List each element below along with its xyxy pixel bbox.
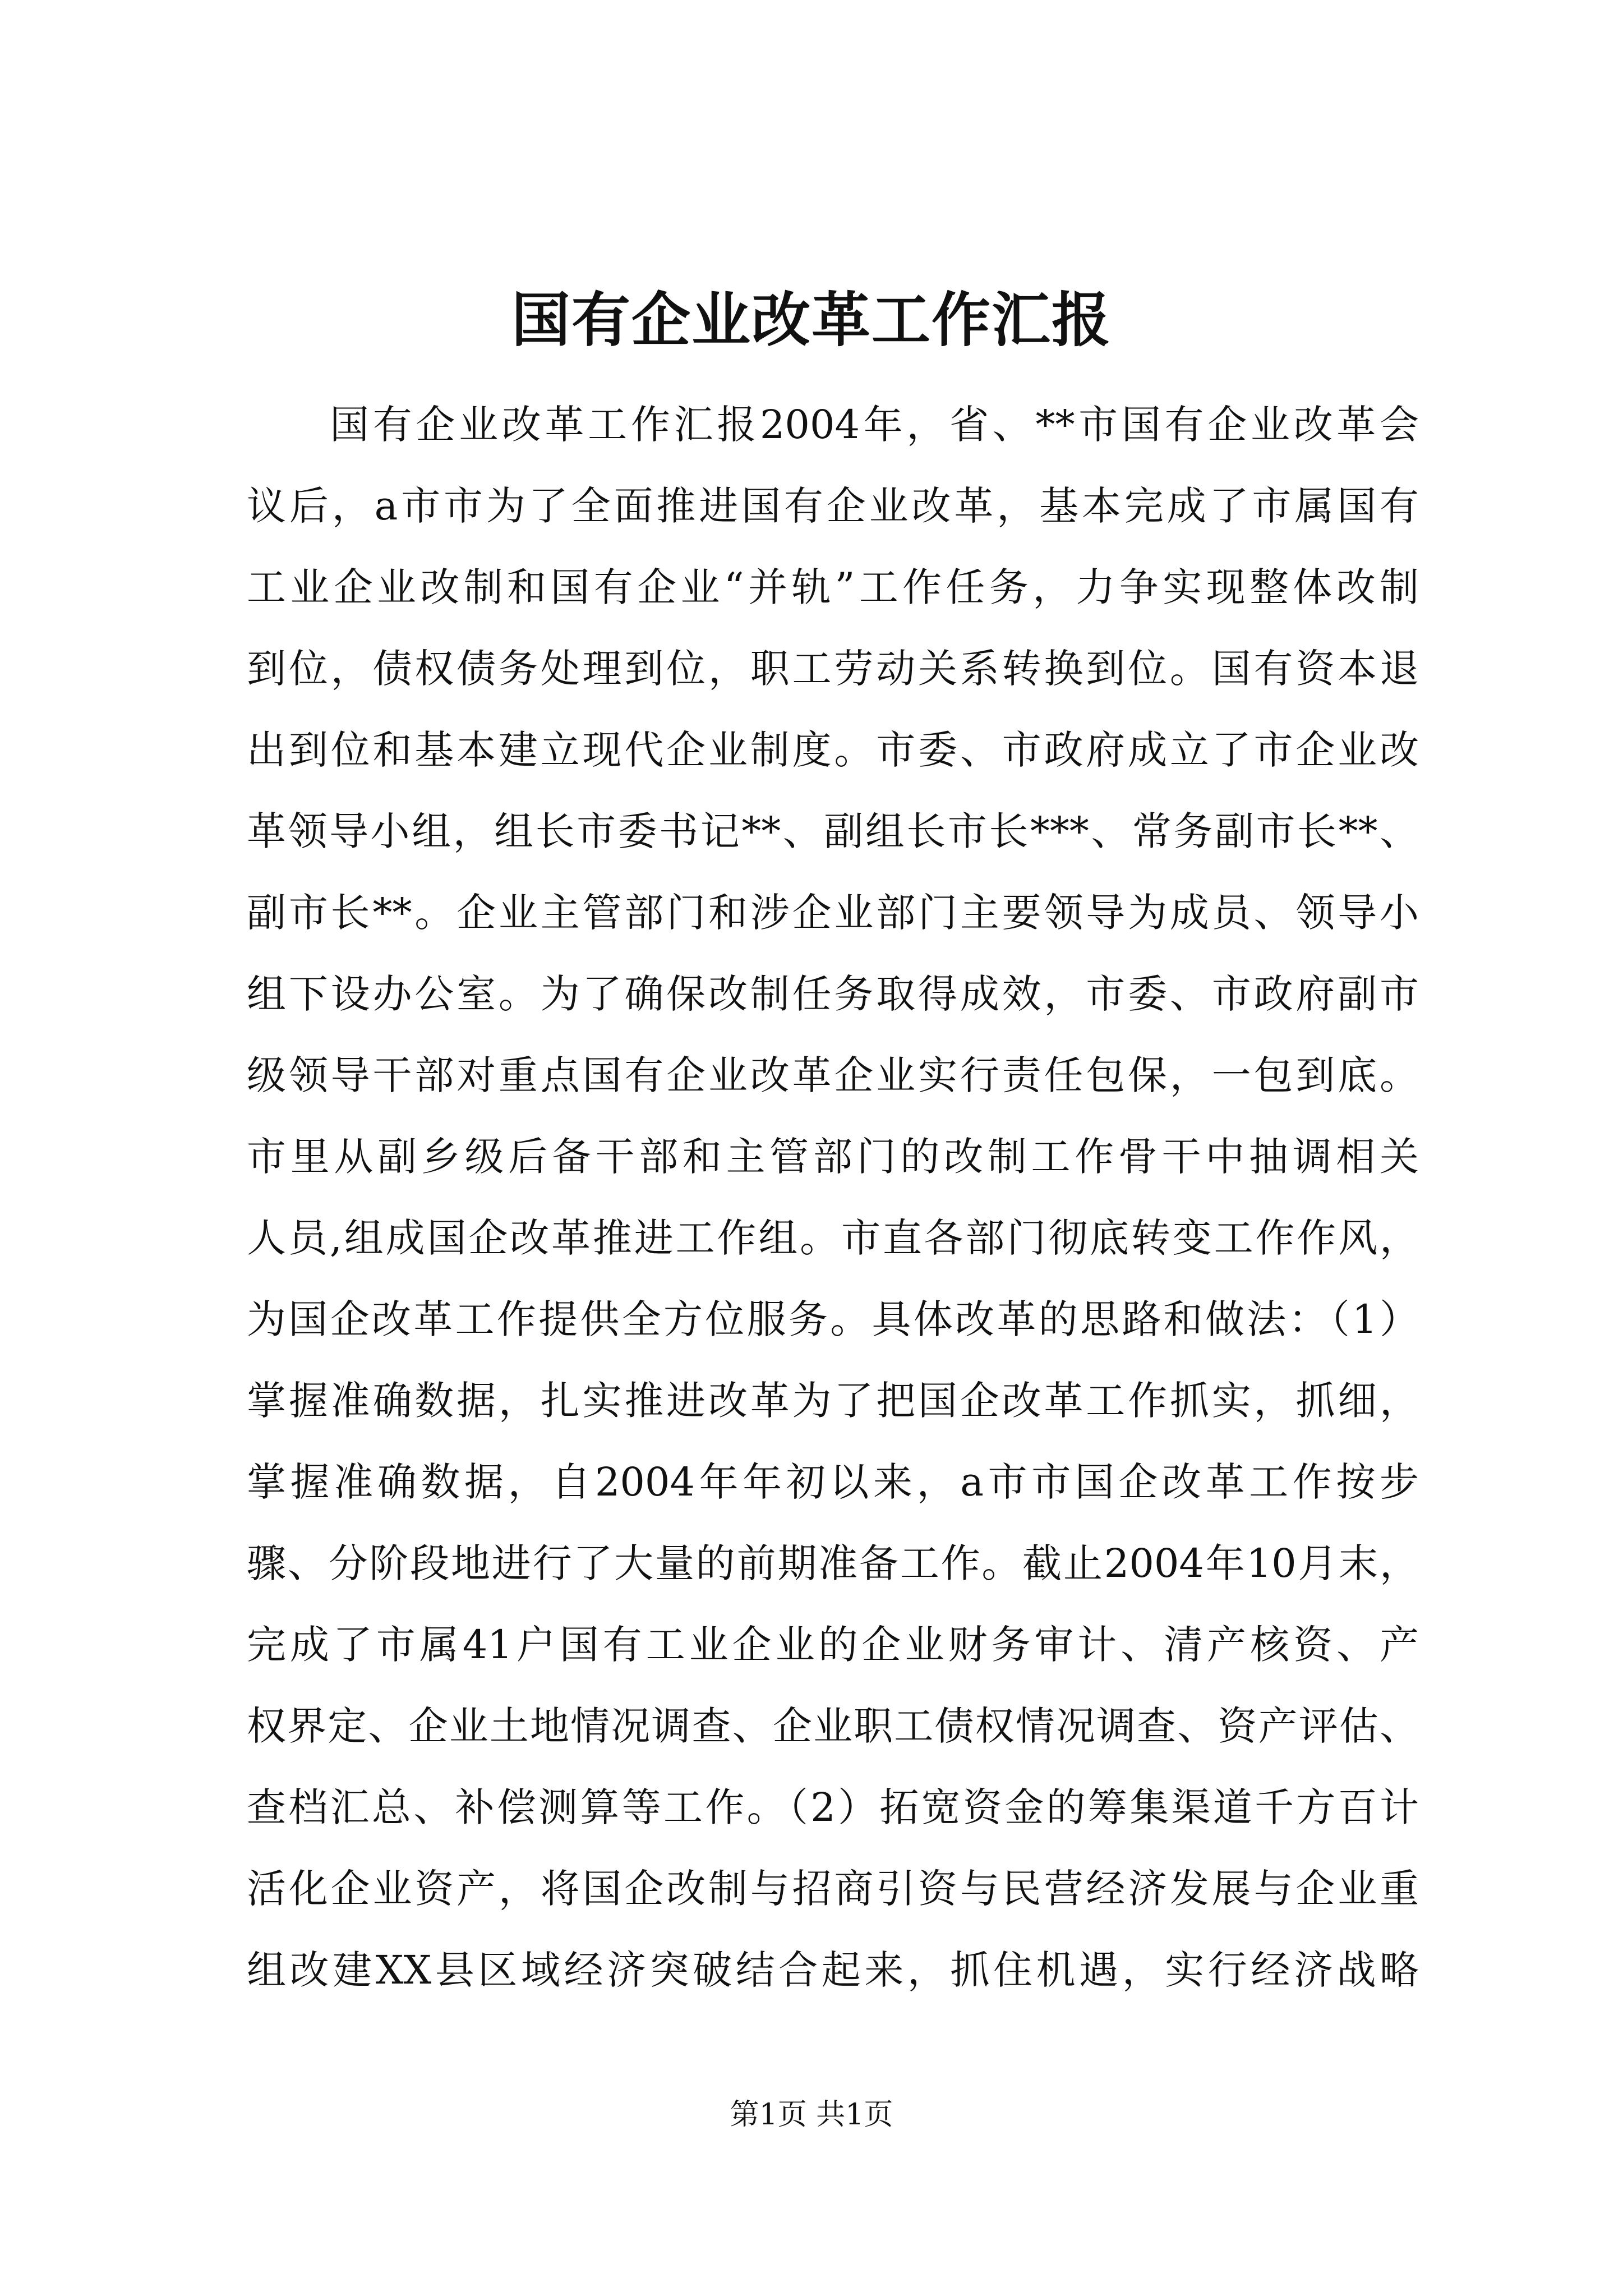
body-line: 骤、分阶段地进行了大量的前期准备工作。截止2004年10月末，: [247, 1540, 1419, 1586]
body-line: 级领导干部对重点国有企业改革企业实行责任包保，一包到底。: [247, 1052, 1419, 1098]
document-title: 国有企业改革工作汇报: [511, 285, 1112, 355]
body-line: 市里从副乡级后备干部和主管部门的改制工作骨干中抽调相关: [247, 1134, 1419, 1180]
body-line: 出到位和基本建立现代企业制度。市委、市政府成立了市企业改: [247, 727, 1419, 773]
body-line: 活化企业资产，将国企改制与招商引资与民营经济发展与企业重: [247, 1866, 1419, 1912]
body-line: 组下设办公室。为了确保改制任务取得成效，市委、市政府副市: [247, 971, 1419, 1017]
body-line: 工业企业改制和国有企业“并轨”工作任务，力争实现整体改制: [247, 564, 1419, 610]
body-line: 国有企业改革工作汇报2004年，省、**市国有企业改革会: [330, 402, 1419, 448]
body-line: 副市长**。企业主管部门和涉企业部门主要领导为成员、领导小: [247, 890, 1419, 936]
body-line: 组改建XX县区域经济突破结合起来，抓住机遇，实行经济战略: [247, 1947, 1419, 1993]
body-line: 议后，a市市为了全面推进国有企业改革，基本完成了市属国有: [247, 483, 1419, 529]
body-line: 权界定、企业土地情况调查、企业职工债权情况调查、资产评估、: [247, 1703, 1419, 1749]
body-line: 革领导小组，组长市委书记**、副组长市长***、常务副市长**、: [247, 808, 1419, 854]
page-footer: 第1页 共1页: [730, 2098, 893, 2132]
body-line: 掌握准确数据，自2004年年初以来，a市市国企改革工作按步: [247, 1459, 1419, 1505]
document-body: [247, 384, 1419, 2011]
body-line: 掌握准确数据，扎实推进改革为了把国企改革工作抓实，抓细，: [247, 1378, 1419, 1424]
body-line: 为国企改革工作提供全方位服务。具体改革的思路和做法：（1）: [247, 1296, 1419, 1342]
body-line: 到位，债权债务处理到位，职工劳动关系转换到位。国有资本退: [247, 646, 1419, 692]
body-line: 完成了市属41户国有工业企业的企业财务审计、清产核资、产: [247, 1622, 1419, 1668]
body-line: 人员,组成国企改革推进工作组。市直各部门彻底转变工作作风，: [247, 1215, 1419, 1261]
body-line: 查档汇总、补偿测算等工作。（2）拓宽资金的筹集渠道千方百计: [247, 1784, 1419, 1830]
